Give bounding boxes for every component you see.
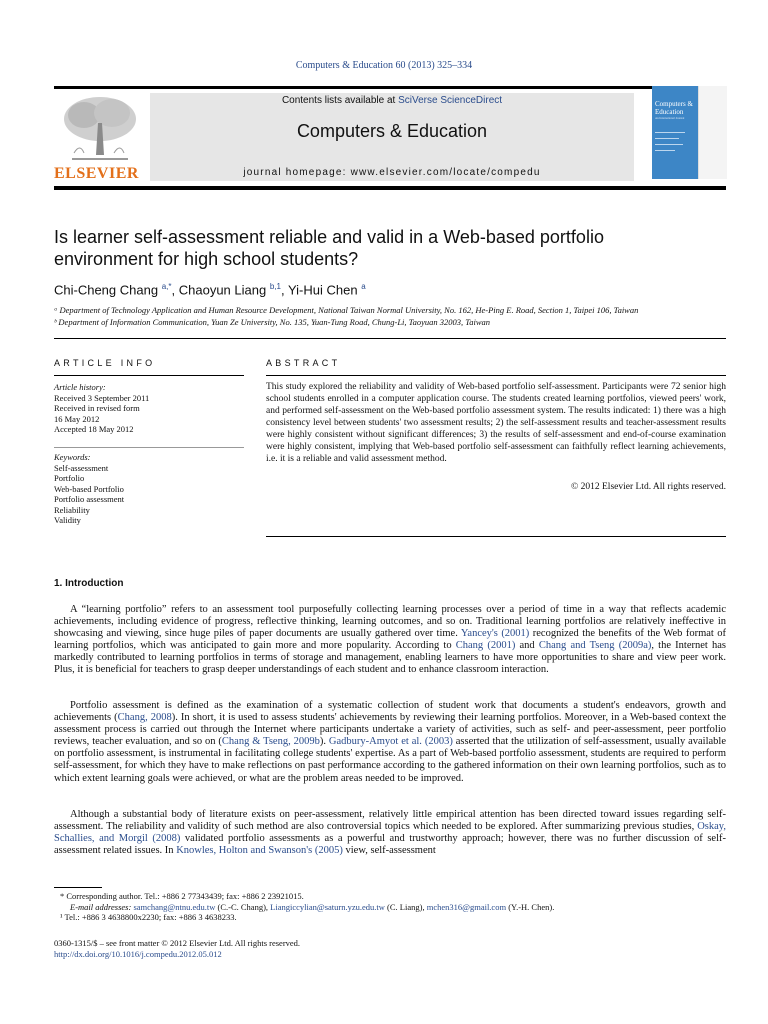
email-owner: (C.-C. Chang),	[215, 901, 271, 912]
citation-link[interactable]: Chang (2001)	[455, 640, 516, 652]
author-name: Chi-Cheng Chang	[54, 282, 159, 298]
keyword: Portfolio	[54, 473, 85, 483]
keyword: Self-assessment	[54, 462, 109, 473]
citation-link[interactable]: Oskay, Schallies, and Morgil (2008)	[54, 821, 726, 845]
text-run: A “learning portfolio” refers to an assessment tool purposefully collecting learning processes over a period of time in a way that reflects academic achievements, including evidence of progress, reflective thinking, learning outcomes, and so on. Traditional learning portfolios are relatively ineffective in showcasing and viewing, since huge piles of paper documents are usually gathered over time.	[54, 604, 726, 640]
intro-paragraph-3	[54, 809, 726, 857]
history-line: 16 May 2012	[54, 413, 100, 424]
journal-title: Computers & Education	[296, 121, 488, 141]
contents-line	[150, 95, 634, 106]
article-info-rule	[54, 375, 244, 376]
history-label: Article history:	[54, 382, 106, 392]
email-link[interactable]: Liangiccylian@saturn.yzu.edu.tw	[270, 901, 385, 912]
citation-link[interactable]: Knowles, Holton and Swanson's (2005)	[176, 845, 343, 857]
telephone-note: ¹ Tel.: +886 3 4638800x2230; fax: +886 3 4638233.	[60, 912, 237, 922]
email-owner: (Y.-H. Chen).	[506, 901, 555, 912]
author-name: Yi-Hui Chen	[287, 282, 358, 298]
cover-panel	[652, 86, 698, 179]
email-label: E-mail addresses:	[70, 901, 134, 912]
keywords-label: Keywords:	[54, 452, 91, 462]
doi-link[interactable]: http://dx.doi.org/10.1016/j.compedu.2012.05.012	[54, 949, 222, 959]
keyword: Web-based Portfolio	[54, 483, 124, 494]
text-run: Portfolio assessment is defined as the examination of a systematic collection of student work that documents a student's endeavors, growth and achievements (	[54, 700, 726, 724]
keywords-rule	[54, 447, 244, 448]
affiliation-a: ᵃ Department of Technology Application and Human Resource Development, National Taiwan Normal University, No. 162, He-Ping E. Road, Section 1, Taipei 106, Taiwan	[54, 305, 639, 315]
cover-title: Computers & Education	[655, 100, 693, 116]
author-list: Chi-Cheng Chang $^{a,*}$, Chaoyun Liang $^{b,1}$, Yi-Hui Chen $^a$	[54, 282, 366, 298]
keyword: Portfolio assessment	[54, 494, 125, 504]
citation-link[interactable]: Yancey's (2001)	[460, 628, 530, 640]
text-run: validated portfolio assessments as a powerful and trustworthy approach; however, there was no further discussion of self-assessment related issues. In	[54, 833, 726, 857]
text-run: ).	[319, 736, 329, 748]
history-line: Received 3 September 2011	[54, 392, 150, 403]
text-run: recognized the benefits of the Web format of learning portfolios, which was anticipated to gain more and more popularity. According to	[54, 628, 726, 652]
keywords-block	[54, 452, 244, 526]
section-heading-introduction: 1. Introduction	[54, 578, 124, 589]
footnotes	[54, 891, 726, 923]
text-run: , the Internet has markedly contributed to learning portfolios in terms of storage and management, enabling learners to have more opportunities to share and view peer work. Plus, it is beneficial for teachers to grasp deeper understandings of each student and to enhance classroom interaction.	[54, 640, 726, 676]
citation-link[interactable]: Gadbury-Amyot et al. (2003)	[328, 736, 453, 748]
intro-paragraph-2	[54, 700, 726, 785]
text-run: view, self-assessment	[342, 845, 436, 857]
email-addresses	[54, 902, 726, 913]
author-affil-mark[interactable]: a	[361, 282, 366, 291]
header-top-rule	[54, 86, 726, 89]
email-owner: (C. Liang),	[384, 901, 427, 912]
keyword: Validity	[54, 515, 81, 525]
citation-link[interactable]: Chang and Tseng (2009a)	[538, 640, 652, 652]
author-name: Chaoyun Liang	[178, 282, 267, 298]
text-run: and	[515, 640, 539, 652]
abstract-text: This study explored the reliability and validity of Web-based portfolio self-assessment. Participants were 72 senior high school students enrolled in a computer application course. The students created learning portfolios, viewed peers' work, and performed self-assessment on the Web-based portfolio assessment system. The results indicated: 1) there was a high consistency level between students' two assessment results; 2) the self-assessment results and teacher-assessment results were highly consistent without significant differences; 3) the results of self-assessment and end-of-course examination were highly consistent, implying that Web-based portfolio self-assessment can faithfully reflect learning achievements, i.e. it is a reliable and valid assessment method.	[266, 382, 726, 464]
sciencedirect-link[interactable]: SciVerse ScienceDirect	[398, 95, 503, 106]
page-footer	[54, 938, 300, 960]
issn-line: 0360-1315/$ – see front matter © 2012 Elsevier Ltd. All rights reserved.	[54, 938, 301, 948]
email-link[interactable]: mchen316@gmail.com	[426, 901, 507, 912]
citation-link[interactable]: Chang & Tseng, 2009b	[221, 736, 320, 748]
elsevier-wordmark: ELSEVIER	[54, 165, 139, 182]
journal-cover-thumbnail	[652, 86, 726, 179]
text-run: Although a substantial body of literature exists on peer-assessment, relatively little empirical attention has been directed toward issues regarding self-assessment. The reliability and validity of such method are also controversial topics which needed to be explored. After summarizing previous studies,	[54, 809, 726, 833]
corresponding-author-note: * Corresponding author. Tel.: +886 2 77343439; fax: +886 2 23921015.	[60, 891, 304, 901]
contents-prefix: Contents lists available at	[281, 95, 399, 106]
header-bottom-rule	[54, 186, 726, 190]
history-line: Received in revised form	[54, 403, 140, 413]
cover-side-panel	[698, 86, 727, 179]
section-top-rule	[54, 338, 726, 339]
abstract-heading: ABSTRACT	[266, 358, 341, 368]
intro-paragraph-1	[54, 604, 726, 677]
article-history	[54, 382, 244, 435]
journal-banner	[150, 93, 634, 181]
keyword: Reliability	[54, 504, 90, 515]
paper-title: Is learner self-assessment reliable and valid in a Web-based portfolio environment for high school students?	[54, 227, 604, 269]
cover-subtitle: An International Journal	[655, 116, 685, 120]
abstract-rule	[266, 375, 726, 376]
journal-citation[interactable]: Computers & Education 60 (2013) 325–334	[295, 60, 473, 71]
article-info-heading: ARTICLE INFO	[54, 358, 156, 368]
affiliation-b: ᵇ Department of Information Communication, Yuan Ze University, No. 135, Yuan-Tung Road, Chung-Li, Taoyuan 32003, Taiwan	[54, 317, 490, 327]
abstract-copyright: © 2012 Elsevier Ltd. All rights reserved.	[571, 482, 726, 492]
author-affil-mark[interactable]: a,*	[161, 282, 172, 291]
footnote-rule	[54, 887, 102, 888]
author-affil-mark[interactable]: b,1	[269, 282, 281, 291]
abstract-bottom-rule	[266, 536, 726, 537]
text-run: asserted that the utilization of self-assessment, usually available on portfolio assessment, is instrumental in facilitating college students' expertise. As a part of Web-based portfolio assessment, students are required to perform self-assessment, for which they have to make reflections on past performance according to the gathered information on their own learning portfolios, such as to which extent learning goals were achieved, or what are the problem areas needed to be improved.	[54, 736, 727, 784]
history-line: Accepted 18 May 2012	[54, 424, 134, 434]
citation-link[interactable]: Chang, 2008	[117, 712, 172, 724]
journal-homepage[interactable]: journal homepage: www.elsevier.com/locate/compedu	[243, 167, 541, 178]
email-link[interactable]: samchang@ntnu.edu.tw	[133, 901, 216, 912]
text-run: ). In short, it is used to assess students' achievements by reviewing their learning portfolios. Moreover, in a Web-based context the assessment process is carried out through the Internet where participants undertake a variety of activities, such as self- and peer-assessment, peer portfolio reviews, teacher evaluation, and so on (	[54, 712, 726, 748]
